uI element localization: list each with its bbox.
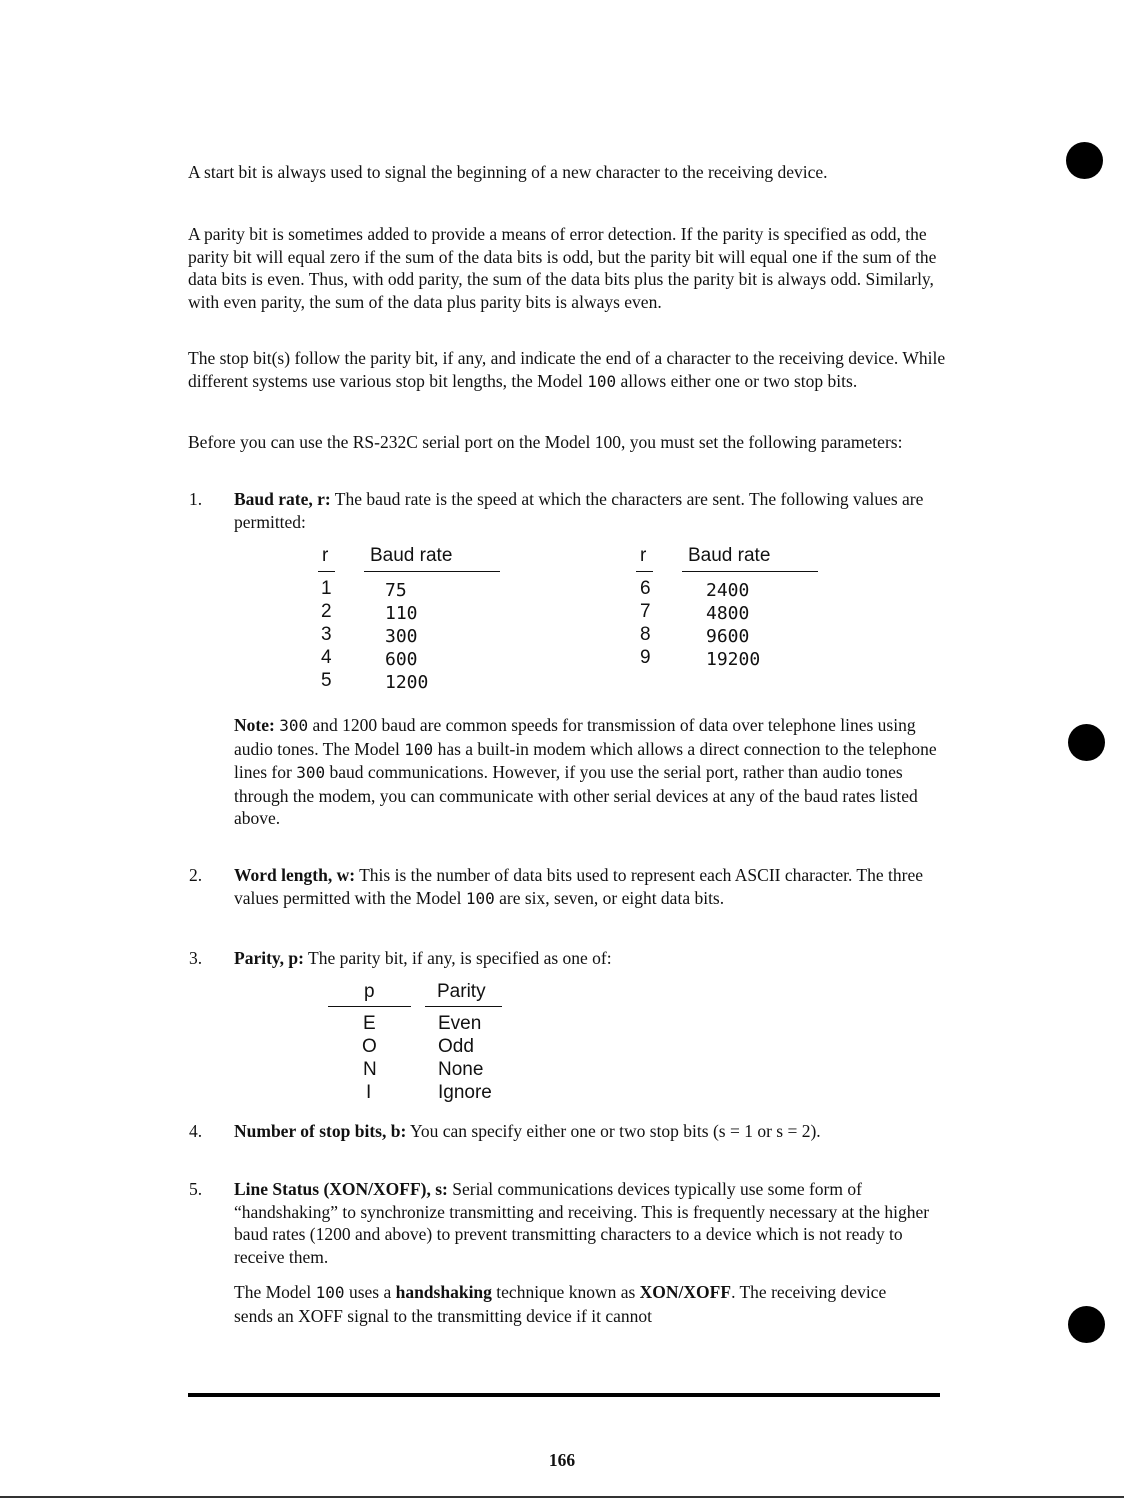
note-text-3: baud communications. However, if you use the serial port, rather than audio tones through the modem, you can communicate with other serial devices at any of the baud rates listed above. — [234, 762, 918, 829]
baud-table-rule-r-right — [636, 571, 653, 572]
table-cell-r: 6 — [640, 578, 651, 599]
table-cell-p: O — [362, 1036, 377, 1057]
item-number-3: 3. — [189, 948, 203, 968]
parity-table-header-p: p — [364, 981, 375, 1002]
table-cell-parity: Odd — [438, 1036, 474, 1057]
table-cell-r: 8 — [640, 624, 651, 645]
table-cell-parity: Even — [438, 1013, 482, 1034]
note-model-number: 100 — [404, 739, 434, 759]
item-parity-text: The parity bit, if any, is specified as one of: — [304, 948, 612, 968]
table-cell-baud: 600 — [385, 649, 418, 670]
model-number: 100 — [587, 371, 617, 391]
table-cell-p: E — [363, 1013, 376, 1034]
table-cell-r: 9 — [640, 647, 651, 668]
baud-table-header-baud-right: Baud rate — [688, 545, 771, 566]
item-line-status — [234, 1178, 944, 1268]
table-cell-baud: 19200 — [706, 649, 761, 670]
item-word-length — [234, 864, 944, 910]
paragraph-before-use-text: Before you can use the RS-232C serial port on the Model 100, you must set the following parameters: — [188, 432, 903, 452]
baud-table-rule-baud-right — [682, 571, 818, 572]
note-label: Note: — [234, 715, 275, 735]
parity-table-rule-p — [328, 1006, 411, 1007]
item-baud-rate-text: The baud rate is the speed at which the characters are sent. The following values are permitted: — [234, 489, 924, 532]
xonxoff-text-2: uses a — [344, 1282, 396, 1302]
paragraph-stop-bits-text-b: allows either one or two stop bits. — [616, 370, 858, 391]
item-line-status-label: Line Status (XON/XOFF), s: — [234, 1179, 448, 1199]
table-cell-r: 5 — [321, 670, 332, 691]
table-cell-parity: None — [438, 1059, 484, 1080]
footer-rule — [188, 1393, 940, 1397]
item-stop-bits — [234, 1120, 924, 1143]
table-cell-baud: 4800 — [706, 603, 750, 624]
baud-table-header-r-left: r — [322, 545, 329, 566]
item-word-length-text-a: This is the number of data bits used to represent each ASCII character. The three values permitted with the Model — [234, 865, 923, 908]
table-cell-p: N — [363, 1059, 377, 1080]
table-cell-r: 3 — [321, 624, 332, 645]
baud-table-rule-r-left — [318, 571, 335, 572]
item-parity-label: Parity, p: — [234, 948, 304, 968]
item-number-2: 2. — [189, 865, 203, 885]
baud-table-rule-baud-left — [364, 571, 500, 572]
xonxoff-model-number: 100 — [315, 1283, 345, 1302]
item-word-length-text-b: are six, seven, or eight data bits. — [494, 887, 725, 908]
note-text-1: and 1200 baud are common speeds for transmission of data over telephone lines using audio tones. The Model — [234, 715, 916, 759]
xonxoff-text-3: technique known as — [491, 1282, 640, 1302]
item-baud-rate — [234, 488, 944, 533]
xonxoff-text-1: The Model — [234, 1282, 316, 1302]
table-cell-baud: 110 — [385, 603, 418, 624]
table-cell-baud: 2400 — [706, 580, 750, 601]
table-cell-r: 7 — [640, 601, 651, 622]
item-word-length-model: 100 — [465, 888, 495, 908]
item-line-status-text: Serial communications devices typically use some form of “handshaking” to synchronize transmitting and receiving. This is frequently necessary at the higher baud rates (1200 and above) to prevent transmitting characters to a device which is not ready to receive them. — [234, 1179, 930, 1267]
item-word-length-label: Word length, w: — [234, 865, 356, 885]
note-number-300-b: 300 — [296, 763, 326, 783]
table-cell-baud: 300 — [385, 626, 418, 647]
item-stop-bits-label: Number of stop bits, b: — [234, 1121, 407, 1141]
baud-table-header-baud-left: Baud rate — [370, 545, 453, 566]
note-paragraph — [234, 714, 946, 830]
note-number-300: 300 — [279, 716, 309, 735]
table-cell-r: 2 — [321, 601, 332, 622]
paragraph-start-bit — [188, 161, 948, 184]
table-cell-p: I — [366, 1082, 372, 1103]
binder-hole-bottom — [1068, 1306, 1105, 1343]
paragraph-parity-bit-text: A parity bit is sometimes added to provide a means of error detection. If the parity is specified as odd, the parity bit will equal zero if the sum of the data bits is odd, but the parity bit will equal one if the sum of the data bits is even. Thus, with odd parity, the sum of the data bits plus the parity bit is always odd. Similarly, with even parity, the sum of the data plus parity bits is always even. — [188, 224, 937, 312]
table-cell-baud: 9600 — [706, 626, 750, 647]
item-number-1: 1. — [189, 489, 203, 509]
xonxoff-term: XON/XOFF — [639, 1282, 732, 1302]
binder-hole-top — [1066, 142, 1103, 179]
page-number: 166 — [548, 1450, 576, 1470]
paragraph-start-bit-text: A start bit is always used to signal the beginning of a new character to the receiving device. — [188, 162, 828, 182]
table-cell-parity: Ignore — [438, 1082, 492, 1103]
paragraph-stop-bits-text-a: The stop bit(s) follow the parity bit, if any, and indicate the end of a character to the receiving device. While different systems use various stop bit lengths, the Model — [188, 348, 946, 391]
item-line-status-paragraph-2 — [234, 1281, 924, 1327]
paragraph-stop-bits — [188, 347, 948, 393]
item-number-5: 5. — [189, 1179, 203, 1199]
item-baud-rate-label: Baud rate, r: — [234, 489, 331, 509]
handshaking-term: handshaking — [395, 1282, 492, 1302]
bottom-edge-line — [0, 1496, 1124, 1498]
table-cell-baud: 75 — [385, 580, 407, 601]
parity-table-header-parity: Parity — [437, 981, 486, 1002]
item-stop-bits-text: You can specify either one or two stop bits (s = 1 or s = 2). — [406, 1121, 821, 1141]
table-cell-baud: 1200 — [385, 672, 429, 693]
item-number-4: 4. — [189, 1121, 203, 1141]
paragraph-parity-bit — [188, 223, 948, 313]
paragraph-before-use — [188, 431, 948, 454]
xonxoff-text-4: . The receiving device sends an XOFF signal to the transmitting device if it cannot — [234, 1282, 887, 1326]
baud-table-header-r-right: r — [640, 545, 647, 566]
item-parity — [234, 947, 944, 970]
table-cell-r: 4 — [321, 647, 332, 668]
table-cell-r: 1 — [321, 578, 332, 599]
note-text-2: has a built-in modem which allows a direct connection to the telephone lines for — [234, 738, 937, 783]
binder-hole-middle — [1068, 724, 1105, 761]
parity-table-rule-parity — [425, 1006, 502, 1007]
